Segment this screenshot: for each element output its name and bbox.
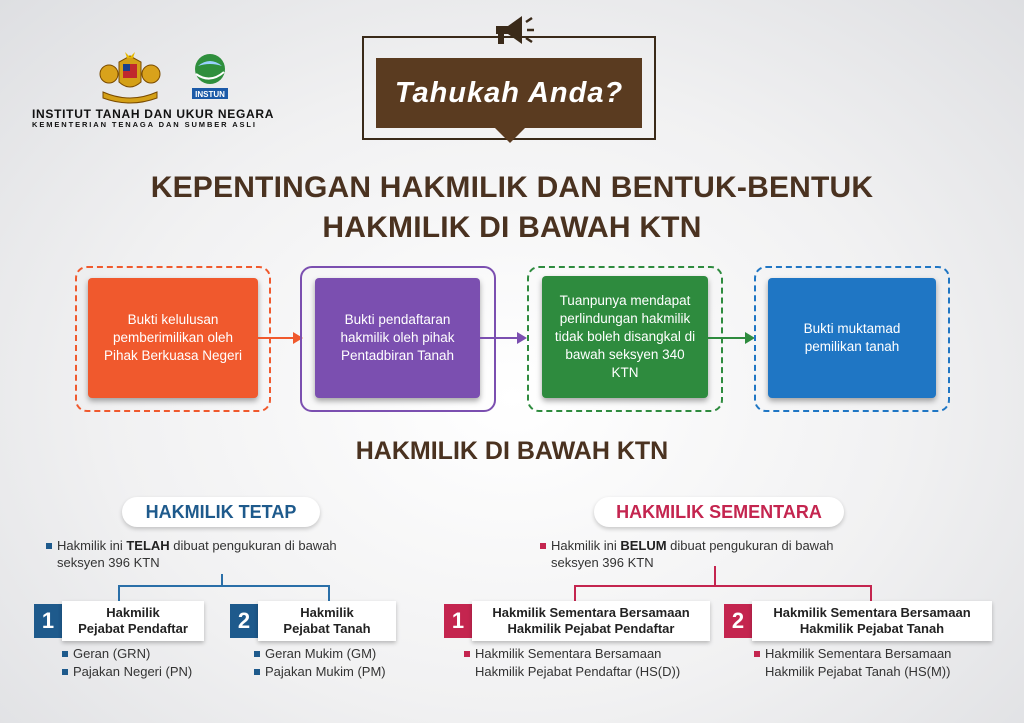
flow-step-2 [315,278,480,398]
instun-logo-text: INSTUN [195,90,225,99]
tetap-card-1-item-1: Geran (GRN) [62,645,150,663]
main-title-line1: KEPENTINGAN HAKMILIK DAN BENTUK-BENTUK [150,171,874,204]
instun-logo [190,52,230,102]
bullet-icon [754,651,760,657]
flow-step-3 [542,276,708,398]
sementara-card-1-item-1: Hakmilik Sementara Bersamaan [464,645,661,663]
tetap-card-2-item-1: Geran Mukim (GM) [254,645,376,663]
bullet-icon [540,543,546,549]
hakmilik-sementara-pill [594,497,844,527]
institute-name: INSTITUT TANAH DAN UKUR NEGARA [32,107,275,121]
flow-step-2-text: Bukti pendaftaran hakmilik oleh pihak Pentadbiran Tanah [340,312,455,363]
tetap-card-2-number: 2 [230,604,258,638]
flow-step-1-text: Bukti kelulusan pemberimilikan oleh Pihak Berkuasa Negeri [103,312,243,363]
tetap-card-2: Hakmilik Pejabat Tanah [258,601,396,641]
flow-arrow-2 [480,337,518,339]
badge-text: Tahukah Anda? [394,76,624,109]
sementara-card-2-item-1: Hakmilik Sementara Bersamaan [754,645,951,663]
flow-arrow-2-head [517,332,527,344]
badge-tail [494,127,526,143]
tetap-card-2-item-2: Pajakan Mukim (PM) [254,663,386,681]
ministry-name: KEMENTERIAN TENAGA DAN SUMBER ASLI [32,120,257,129]
tetap-card-1: Hakmilik Pejabat Pendaftar [62,601,204,641]
section-subtitle: HAKMILIK DI BAWAH KTN [355,437,669,465]
sementara-card-1-item-2: Hakmilik Pejabat Pendaftar (HS(D)) [475,664,681,679]
malaysia-crest-logo [97,52,163,104]
bullet-icon [62,669,68,675]
tetap-connector-h [118,585,330,587]
sementara-card-2-number: 2 [724,604,752,638]
bullet-icon [464,651,470,657]
sementara-card-1: Hakmilik Sementara Bersamaan Hakmilik Pejabat Pendaftar [472,601,710,641]
sementara-connector-v [714,566,716,586]
hakmilik-tetap-pill [122,497,320,527]
sementara-card-2: Hakmilik Sementara Bersamaan Hakmilik Pejabat Tanah [752,601,992,641]
hakmilik-tetap-desc: Hakmilik ini TELAH dibuat pengukuran di bawah seksyen 396 KTN [46,537,406,571]
sementara-connector-h [574,585,872,587]
main-title [0,168,1024,248]
bullet-icon [254,651,260,657]
bullet-icon [254,669,260,675]
main-title-line2: HAKMILIK DI BAWAH KTN [322,211,702,244]
hakmilik-tetap-label: HAKMILIK TETAP [145,501,297,522]
flow-step-1 [88,278,258,398]
flow-arrow-3 [708,337,746,339]
bullet-icon [46,543,52,549]
flow-step-3-text: Tuanpunya mendapat perlindungan hakmilik tidak boleh disangkal di bawah seksyen 340 KTN [554,293,696,380]
tahukah-anda-badge [376,58,642,128]
flow-step-4-text: Bukti muktamad pemilikan tanah [803,321,901,354]
hakmilik-sementara-label: HAKMILIK SEMENTARA [616,501,822,522]
tetap-card-1-item-2: Pajakan Negeri (PN) [62,663,192,681]
bullet-icon [62,651,68,657]
flow-arrow-1 [258,337,294,339]
hakmilik-sementara-desc: Hakmilik ini BELUM dibuat pengukuran di bawah seksyen 396 KTN [540,537,910,571]
sementara-card-1-number: 1 [444,604,472,638]
sementara-card-2-item-2: Hakmilik Pejabat Tanah (HS(M)) [765,664,951,679]
flow-step-4 [768,278,936,398]
tetap-card-1-number: 1 [34,604,62,638]
